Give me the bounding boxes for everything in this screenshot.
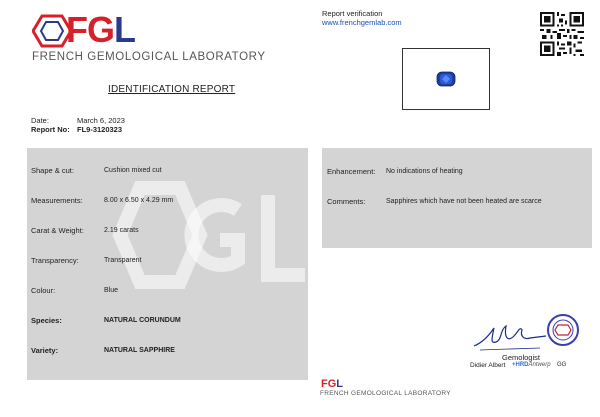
detail-label-measurements: Measurements:: [31, 196, 83, 205]
enhancement-value: No indications of heating: [386, 168, 463, 175]
detail-value-species: NATURAL CORUNDUM: [104, 317, 181, 324]
detail-label-transparency: Transparency:: [31, 256, 79, 265]
gg-credential: GG: [557, 362, 567, 368]
detail-value-colour: Blue: [104, 287, 119, 294]
enhancement-label: Enhancement:: [327, 167, 376, 176]
footer-logo: FGL: [321, 378, 344, 390]
lab-name: FRENCH GEMOLOGICAL LABORATORY: [32, 51, 266, 63]
detail-label-carat: Carat & Weight:: [31, 226, 84, 235]
date-label: Date:: [31, 116, 49, 125]
date-value: March 6, 2023: [77, 116, 125, 125]
detail-value-measurements: 8.00 x 6.50 x 4.29 mm: [104, 197, 174, 204]
signature-stamp-icon: [470, 312, 590, 356]
report-no-label: Report No:: [31, 125, 70, 134]
sapphire-gem-image: [436, 71, 456, 87]
logo-wordmark: FGL: [66, 9, 136, 50]
detail-label-variety: Variety:: [31, 346, 59, 355]
detail-value-variety: NATURAL SAPPHIRE: [104, 347, 175, 354]
verification-label: Report verification: [322, 9, 383, 18]
detail-value-carat: 2.19 carats: [104, 227, 139, 234]
comments-value: Sapphires which have not been heated are scarce: [386, 198, 542, 205]
comments-label: Comments:: [327, 197, 366, 206]
signatory-title: Gemologist: [502, 353, 540, 362]
report-title: IDENTIFICATION REPORT: [108, 84, 236, 95]
report-no-value: FL9-3120323: [77, 125, 123, 134]
signatory-name: Didier Albert: [470, 362, 506, 369]
qr-code-icon[interactable]: [540, 12, 584, 56]
footer-lab-name: FRENCH GEMOLOGICAL LABORATORY: [320, 390, 451, 397]
detail-label-colour: Colour:: [31, 286, 56, 295]
hrd-icon: +: [512, 362, 516, 368]
detail-value-transparency: Transparent: [104, 257, 142, 264]
detail-label-species: Species:: [31, 316, 62, 325]
hrd-badge: +HRDAntwerp: [512, 362, 551, 368]
verification-link[interactable]: www.frenchgemlab.com: [322, 18, 402, 27]
detail-label-shape: Shape & cut:: [31, 166, 74, 175]
detail-value-shape: Cushion mixed cut: [104, 167, 162, 174]
